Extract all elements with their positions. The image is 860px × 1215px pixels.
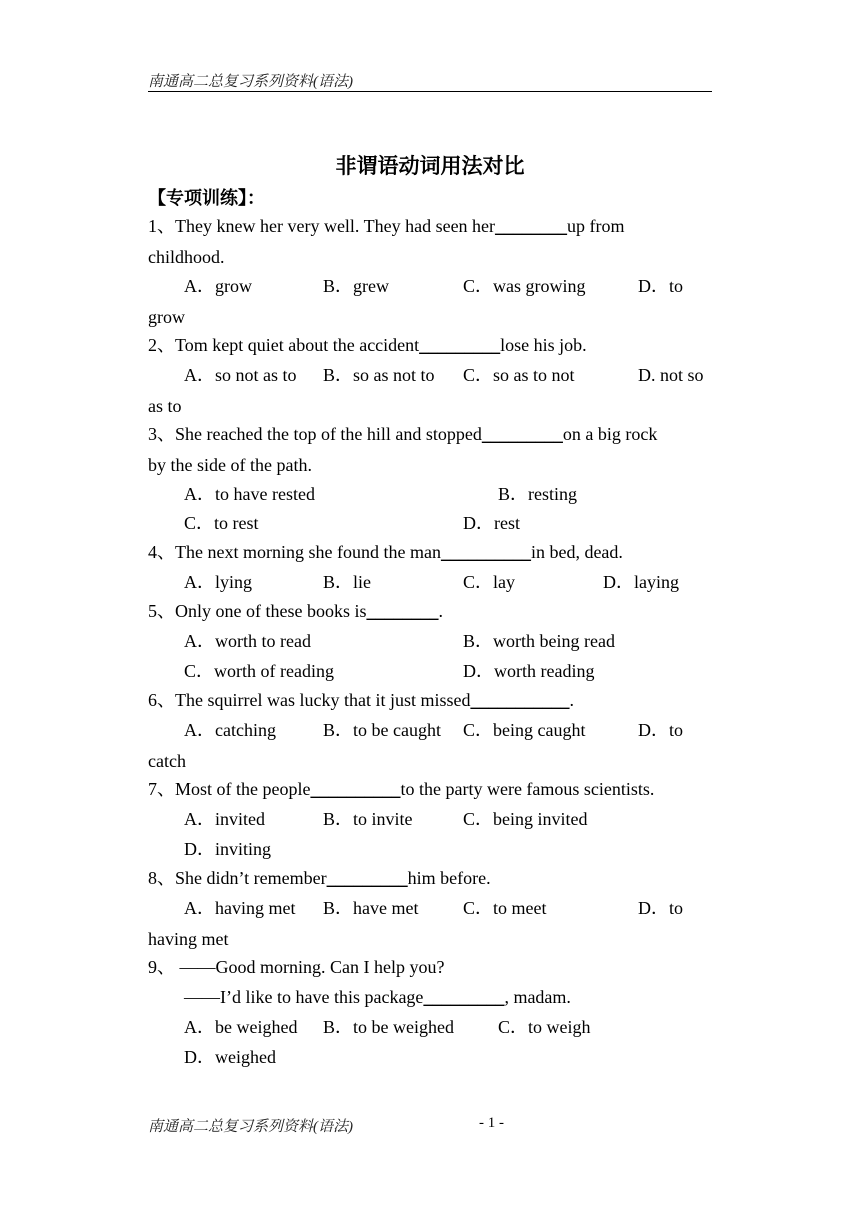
page-number: - 1 - xyxy=(479,1115,504,1131)
question-2-option-a: A．so not as to xyxy=(184,365,297,385)
question-8-blank: _________ xyxy=(326,868,408,888)
question-7-blank: __________ xyxy=(310,779,401,799)
page-footer: 南通高二总复习系列资料(语法) xyxy=(148,1119,353,1135)
question-6-option-b: B．to be caught xyxy=(323,720,441,740)
question-8-option-d-wrap: having met xyxy=(148,929,229,949)
question-1-option-d: D．to xyxy=(638,276,683,296)
question-5-option-b: B．worth being read xyxy=(463,631,615,651)
page-header: 南通高二总复习系列资料(语法) xyxy=(148,74,353,90)
question-3-stem xyxy=(148,423,657,445)
question-1-blank: ________ xyxy=(495,216,568,236)
question-6-option-a: A．catching xyxy=(184,720,276,740)
question-2-blank: _________ xyxy=(419,335,501,355)
question-8-text-after: him before. xyxy=(407,868,491,888)
question-7-text: 7、Most of the people xyxy=(148,779,311,799)
question-7-option-b: B．to invite xyxy=(323,809,413,829)
question-9-blank: _________ xyxy=(423,987,505,1007)
question-2-option-d: D. not so xyxy=(638,365,704,385)
question-1-option-b: B．grew xyxy=(323,276,389,296)
question-9-option-b: B．to be weighed xyxy=(323,1017,454,1037)
question-9-option-a: A．be weighed xyxy=(184,1017,298,1037)
question-3-continued: by the side of the path. xyxy=(148,455,312,475)
question-9-line-2 xyxy=(184,986,571,1008)
question-4-blank: __________ xyxy=(440,542,531,562)
question-3-option-c: C．to rest xyxy=(184,513,259,533)
question-3-option-b: B．resting xyxy=(498,484,577,504)
question-7-text-after: to the party were famous scientists. xyxy=(400,779,655,799)
question-9-text: ——I’d like to have this package xyxy=(184,987,424,1007)
question-5-text: 5、Only one of these books is xyxy=(148,601,367,621)
question-8-option-a: A．having met xyxy=(184,898,296,918)
question-7-stem xyxy=(148,778,654,800)
question-1-continued: childhood. xyxy=(148,247,225,267)
question-6-stem xyxy=(148,689,574,711)
question-9-stem: 9、 ——Good morning. Can I help you? xyxy=(148,957,445,977)
question-4-stem xyxy=(148,541,623,563)
question-5-stem xyxy=(148,600,443,622)
question-2-option-d-wrap: as to xyxy=(148,396,182,416)
question-3-blank: _________ xyxy=(481,424,563,444)
question-2-text-after: lose his job. xyxy=(500,335,587,355)
question-5-option-c: C．worth of reading xyxy=(184,661,334,681)
question-6-option-c: C．being caught xyxy=(463,720,586,740)
question-3-option-a: A．to have rested xyxy=(184,484,315,504)
question-1-option-c: C．was growing xyxy=(463,276,586,296)
question-2-option-b: B．so as not to xyxy=(323,365,435,385)
document-title: 非谓语动词用法对比 xyxy=(335,154,525,178)
question-9-option-d: D．weighed xyxy=(184,1047,276,1067)
section-label: 【专项训练】： xyxy=(148,188,265,209)
question-4-text-after: in bed, dead. xyxy=(530,542,623,562)
question-6-text: 6、The squirrel was lucky that it just missed xyxy=(148,690,471,710)
question-3-option-d: D．rest xyxy=(463,513,520,533)
question-7-option-a: A．invited xyxy=(184,809,265,829)
question-2-text: 2、Tom kept quiet about the accident xyxy=(148,335,420,355)
question-8-stem xyxy=(148,867,491,889)
question-4-option-a: A．lying xyxy=(184,572,253,592)
question-1-text: 1、They knew her very well. They had seen her xyxy=(148,216,496,236)
question-7-option-d: D．inviting xyxy=(184,839,272,859)
question-6-option-d-wrap: catch xyxy=(148,751,186,771)
question-2-stem xyxy=(148,334,587,356)
question-5-text-after: . xyxy=(438,601,443,621)
header-rule xyxy=(148,91,712,92)
question-6-text-after: . xyxy=(569,690,574,710)
question-8-option-d: D．to xyxy=(638,898,683,918)
question-3-text: 3、She reached the top of the hill and stopped xyxy=(148,424,482,444)
question-4-option-d: D．laying xyxy=(603,572,679,592)
question-4-option-c: C．lay xyxy=(463,572,515,592)
question-1-option-d-wrap: grow xyxy=(148,307,185,327)
question-4-option-b: B．lie xyxy=(323,572,371,592)
question-4-text: 4、The next morning she found the man xyxy=(148,542,441,562)
question-1-stem xyxy=(148,215,625,237)
question-6-option-d: D．to xyxy=(638,720,683,740)
question-1-text-after: up from xyxy=(567,216,625,236)
question-5-option-d: D．worth reading xyxy=(463,661,595,681)
question-5-blank: ________ xyxy=(366,601,439,621)
question-7-option-c: C．being invited xyxy=(463,809,588,829)
question-6-blank: ___________ xyxy=(470,690,570,710)
question-8-option-b: B．have met xyxy=(323,898,419,918)
question-2-option-c: C．so as to not xyxy=(463,365,575,385)
question-1-option-a: A．grow xyxy=(184,276,252,296)
question-5-option-a: A．worth to read xyxy=(184,631,311,651)
question-9-text-after: , madam. xyxy=(504,987,571,1007)
question-9-option-c: C．to weigh xyxy=(498,1017,591,1037)
question-3-text-after: on a big rock xyxy=(562,424,658,444)
question-8-text: 8、She didn’t remember xyxy=(148,868,327,888)
question-8-option-c: C．to meet xyxy=(463,898,547,918)
